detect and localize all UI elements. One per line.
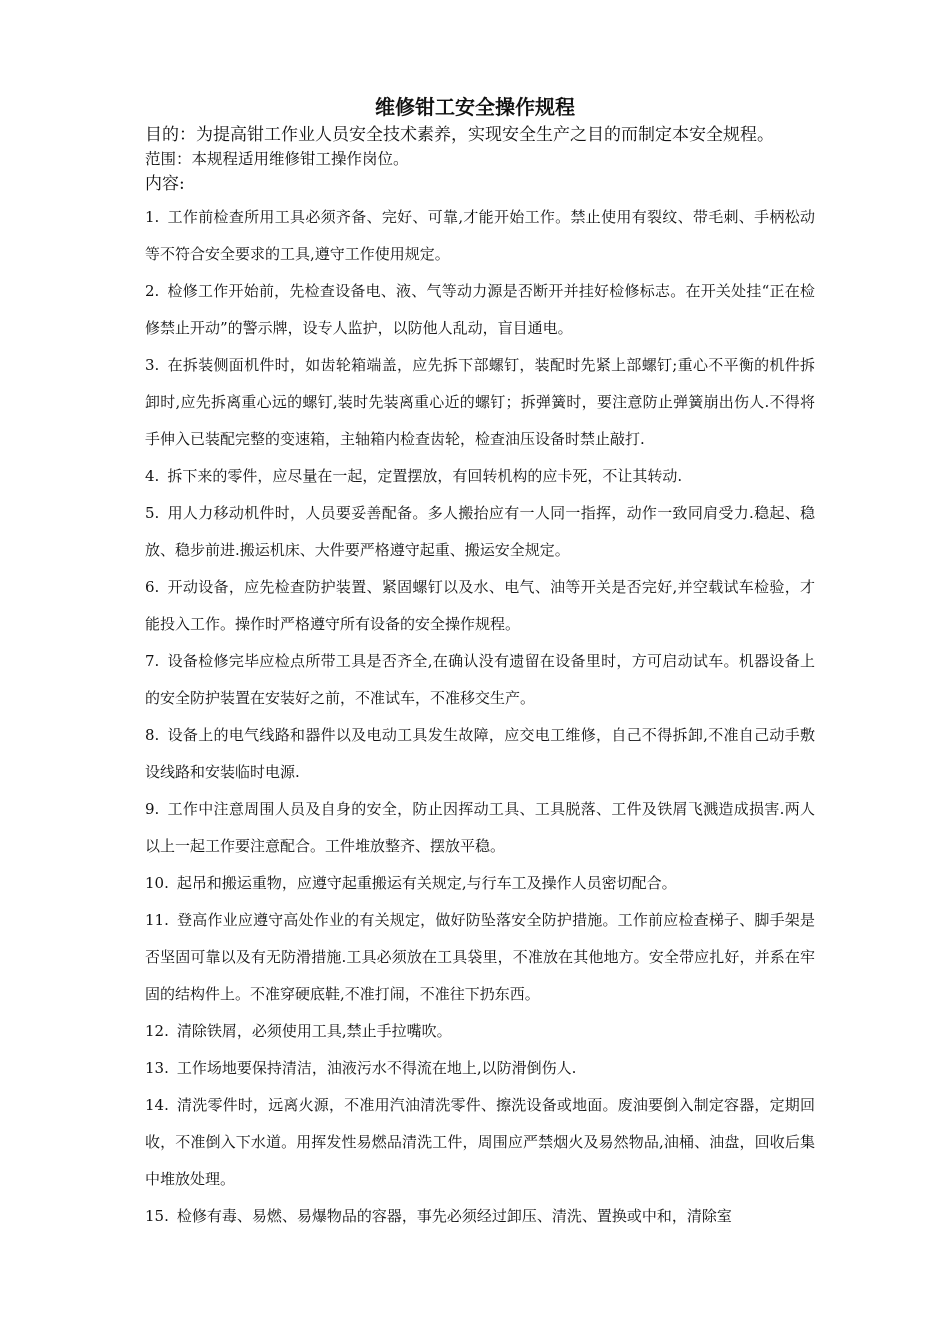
item-number: 2. — [145, 282, 160, 300]
item-text: 清洗零件时，远离火源，不准用汽油清洗零件、擦洗设备或地面。废油要倒入制定容器，定期回收，不准倒入下水道。用挥发性易燃品清洗工件，周围应严禁烟火及易然物品,油桶、油盘，回收后集中堆放处理。 — [145, 1096, 815, 1188]
item-text: 起吊和搬运重物，应遵守起重搬运有关规定,与行车工及操作人员密切配合。 — [176, 874, 677, 892]
scope-line: 范围：本规程适用维修钳工操作岗位。 — [145, 150, 409, 168]
item-text: 登高作业应遵守高处作业的有关规定，做好防坠落安全防护措施。工作前应检查梯子、脚手架是否坚固可靠以及有无防滑措施.工具必须放在工具袋里，不准放在其他地方。安全带应扎好，并系在牢固的结构件上。不准穿硬底鞋,不准打闹，不准往下扔东西。 — [145, 911, 815, 1003]
list-item — [145, 865, 815, 902]
item-number: 10. — [145, 874, 169, 892]
document-title: 维修钳工安全操作规程 — [375, 95, 575, 119]
list-item — [145, 717, 815, 791]
list-item — [145, 1013, 815, 1050]
item-number: 15. — [145, 1207, 169, 1225]
list-item — [145, 569, 815, 643]
item-number: 5. — [145, 504, 160, 522]
item-number: 3. — [145, 356, 160, 374]
item-number: 13. — [145, 1059, 169, 1077]
list-item — [145, 1087, 815, 1198]
rules-list — [145, 199, 815, 1235]
item-text: 工作场地要保持清洁，油液污水不得流在地上,以防滑倒伤人. — [176, 1059, 577, 1077]
purpose-line: 目的：为提高钳工作业人员安全技术素养，实现安全生产之目的而制定本安全规程。 — [145, 125, 774, 145]
item-text: 拆下来的零件，应尽量在一起，定置摆放，有回转机构的应卡死，不让其转动. — [167, 467, 683, 485]
item-number: 6. — [145, 578, 160, 596]
list-item — [145, 495, 815, 569]
list-item — [145, 273, 815, 347]
list-item — [145, 1198, 815, 1235]
item-number: 7. — [145, 652, 160, 670]
item-text: 用人力移动机件时，人员要妥善配备。多人搬抬应有一人同一指挥，动作一致同肩受力.稳起、稳放、稳步前进.搬运机床、大件要严格遵守起重、搬运安全规定。 — [145, 504, 815, 559]
item-text: 设备上的电气线路和器件以及电动工具发生故障，应交电工维修，自己不得拆卸,不准自己动手敷设线路和安装临时电源. — [145, 726, 815, 781]
item-text: 清除铁屑，必须使用工具,禁止手拉嘴吹。 — [176, 1022, 452, 1040]
list-item — [145, 643, 815, 717]
item-text: 工作前检查所用工具必须齐备、完好、可靠,才能开始工作。禁止使用有裂纹、带毛刺、手柄松动等不符合安全要求的工具,遵守工作使用规定。 — [145, 208, 815, 263]
item-number: 4. — [145, 467, 160, 485]
list-item — [145, 458, 815, 495]
item-number: 9. — [145, 800, 160, 818]
item-number: 11. — [145, 911, 169, 929]
list-item — [145, 902, 815, 1013]
item-text: 在拆装侧面机件时，如齿轮箱端盖，应先拆下部螺钉，装配时先紧上部螺钉;重心不平衡的机件拆卸时,应先拆离重心远的螺钉,装时先装离重心近的螺钉；拆弹簧时，要注意防止弹簧崩出伤人.不得将手伸入已装配完整的变速箱，主轴箱内检查齿轮，检查油压设备时禁止敲打. — [145, 356, 815, 448]
item-number: 1. — [145, 208, 160, 226]
item-number: 8. — [145, 726, 160, 744]
item-text: 设备检修完毕应检点所带工具是否齐全,在确认没有遗留在设备里时，方可启动试车。机器设备上的安全防护装置在安装好之前，不准试车，不准移交生产。 — [145, 652, 815, 707]
item-text: 工作中注意周围人员及自身的安全，防止因挥动工具、工具脱落、工件及铁屑飞溅造成损害.两人以上一起工作要注意配合。工件堆放整齐、摆放平稳。 — [145, 800, 815, 855]
list-item — [145, 199, 815, 273]
item-text: 开动设备，应先检查防护装置、紧固螺钉以及水、电气、油等开关是否完好,并空载试车检验，才能投入工作。操作时严格遵守所有设备的安全操作规程。 — [145, 578, 815, 633]
item-number: 14. — [145, 1096, 169, 1114]
content-label: 内容: — [145, 174, 185, 194]
item-number: 12. — [145, 1022, 169, 1040]
list-item — [145, 347, 815, 458]
list-item — [145, 791, 815, 865]
item-text: 检修有毒、易燃、易爆物品的容器，事先必须经过卸压、清洗、置换或中和，清除室 — [176, 1207, 732, 1225]
item-text: 检修工作开始前，先检查设备电、液、气等动力源是否断开并挂好检修标志。在开关处挂“正在检修禁止开动”的警示牌，设专人监护，以防他人乱动，盲目通电。 — [145, 282, 815, 337]
list-item — [145, 1050, 815, 1087]
